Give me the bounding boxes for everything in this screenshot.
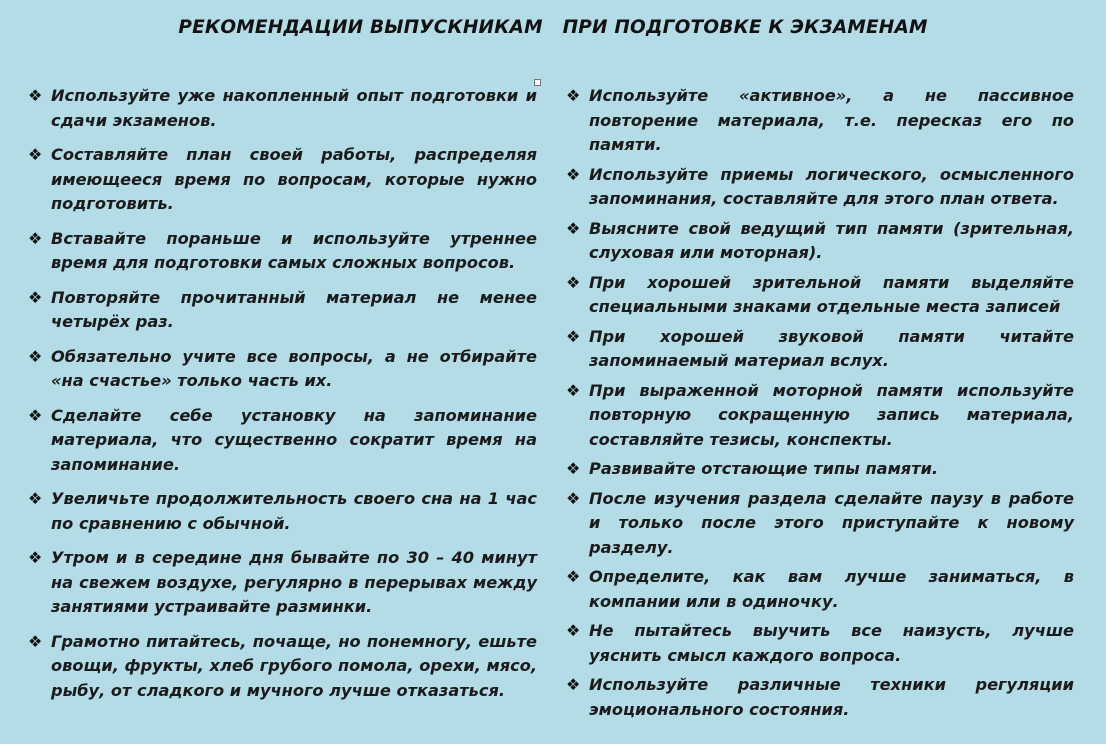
diamond-bullet-icon: ❖ [28, 287, 43, 307]
list-item [28, 487, 537, 536]
list-item [566, 379, 1074, 453]
diamond-bullet-icon: ❖ [566, 326, 581, 346]
page-title: РЕКОМЕНДАЦИИ ВЫПУСКНИКАМ ПРИ ПОДГОТОВКЕ К ЭКЗАМЕНАМ [178, 17, 928, 38]
list-item-text: Используйте приемы логического, осмысленного запоминания, составляйте для этого план ответа. [589, 164, 1074, 208]
list-item-text: Используйте «активное», а не пассивное повторение материала, т.е. пересказ его по памяти. [589, 86, 1074, 154]
list-item-text: Развивайте отстающие типы памяти. [589, 459, 939, 478]
list-item [566, 619, 1074, 668]
list-item [28, 630, 537, 704]
list-item-text: Составляйте план своей работы, распределяя имеющееся время по вопросам, которые нужно подготовить. [51, 145, 537, 213]
list-item-text: Увеличьте продолжительность своего сна на 1 час по сравнению с обычной. [51, 489, 537, 533]
diamond-bullet-icon: ❖ [566, 459, 581, 478]
list-item [28, 84, 537, 133]
list-item-text: Используйте уже накопленный опыт подготовки и сдачи экзаменов. [51, 86, 537, 130]
diamond-bullet-icon: ❖ [28, 489, 43, 508]
list-item-text: Утром и в середине дня бывайте по 30 – 40 минут на свежем воздухе, регулярно в перерывах между занятиями устраивайте разминки. [51, 548, 537, 616]
diamond-bullet-icon: ❖ [566, 86, 581, 105]
list-item [566, 325, 1074, 374]
list-item-text: Грамотно питайтесь, почаще, но понемногу, ешьте овощи, фрукты, хлеб грубого помола, орехи, мясо, рыбу, от сладкого и мучного лучше отказаться. [51, 631, 537, 700]
list-item [566, 163, 1074, 212]
list-item [566, 565, 1074, 614]
list-item-text: Не пытайтесь выучить все наизусть, лучше уяснить смысл каждого вопроса. [589, 621, 1074, 665]
list-item-text: Сделайте себе установку на запоминание материала, что существенно сократит время на запоминание. [51, 405, 537, 474]
list-item-text: Повторяйте прочитанный материал не менее четырёх раз. [51, 287, 537, 331]
diamond-bullet-icon: ❖ [566, 164, 581, 184]
list-item-text: При хорошей зрительной памяти выделяйте специальными знаками отдельные места записей [589, 272, 1074, 316]
diamond-bullet-icon: ❖ [28, 346, 43, 366]
list-item-text: При хорошей звуковой памяти читайте запоминаемый материал вслух. [589, 326, 1074, 370]
diamond-bullet-icon: ❖ [566, 488, 581, 508]
list-item-text: Вставайте пораньше и используйте утреннее время для подготовки самых сложных вопросов. [51, 228, 537, 272]
list-item [28, 404, 537, 478]
diamond-bullet-icon: ❖ [28, 145, 43, 164]
diamond-bullet-icon: ❖ [566, 567, 581, 586]
list-item [28, 345, 537, 394]
list-item [28, 143, 537, 217]
list-item [566, 487, 1074, 561]
list-item-text: Используйте различные техники регуляции эмоционального состояния. [589, 675, 1074, 719]
list-item [28, 227, 537, 276]
diamond-bullet-icon: ❖ [566, 380, 581, 400]
right-recommendations-column [566, 84, 1074, 727]
diamond-bullet-icon: ❖ [28, 86, 43, 105]
diamond-bullet-icon: ❖ [28, 405, 43, 425]
list-item [28, 546, 537, 620]
diamond-bullet-icon: ❖ [28, 548, 43, 567]
list-item-text: Обязательно учите все вопросы, а не отбирайте «на счастье» только часть их. [51, 346, 537, 390]
diamond-bullet-icon: ❖ [566, 621, 581, 640]
list-item-text: Определите, как вам лучше заниматься, в компании или в одиночку. [589, 567, 1074, 611]
diamond-bullet-icon: ❖ [566, 218, 581, 238]
list-item-text: После изучения раздела сделайте паузу в работе и только после этого приступайте к новому разделу. [589, 488, 1074, 557]
list-item [566, 457, 1074, 482]
list-item-text: Выясните свой ведущий тип памяти (зрительная, слуховая или моторная). [589, 218, 1074, 262]
list-item [566, 271, 1074, 320]
list-item [28, 286, 537, 335]
diamond-bullet-icon: ❖ [566, 272, 581, 292]
list-item [566, 84, 1074, 158]
diamond-bullet-icon: ❖ [566, 675, 581, 694]
list-item [566, 217, 1074, 266]
diamond-bullet-icon: ❖ [28, 631, 43, 651]
list-item [566, 673, 1074, 722]
left-recommendations-column [28, 84, 537, 713]
diamond-bullet-icon: ❖ [28, 228, 43, 248]
list-item-text: При выраженной моторной памяти используйте повторную сокращенную запись материала, составляйте тезисы, конспекты. [589, 380, 1074, 449]
